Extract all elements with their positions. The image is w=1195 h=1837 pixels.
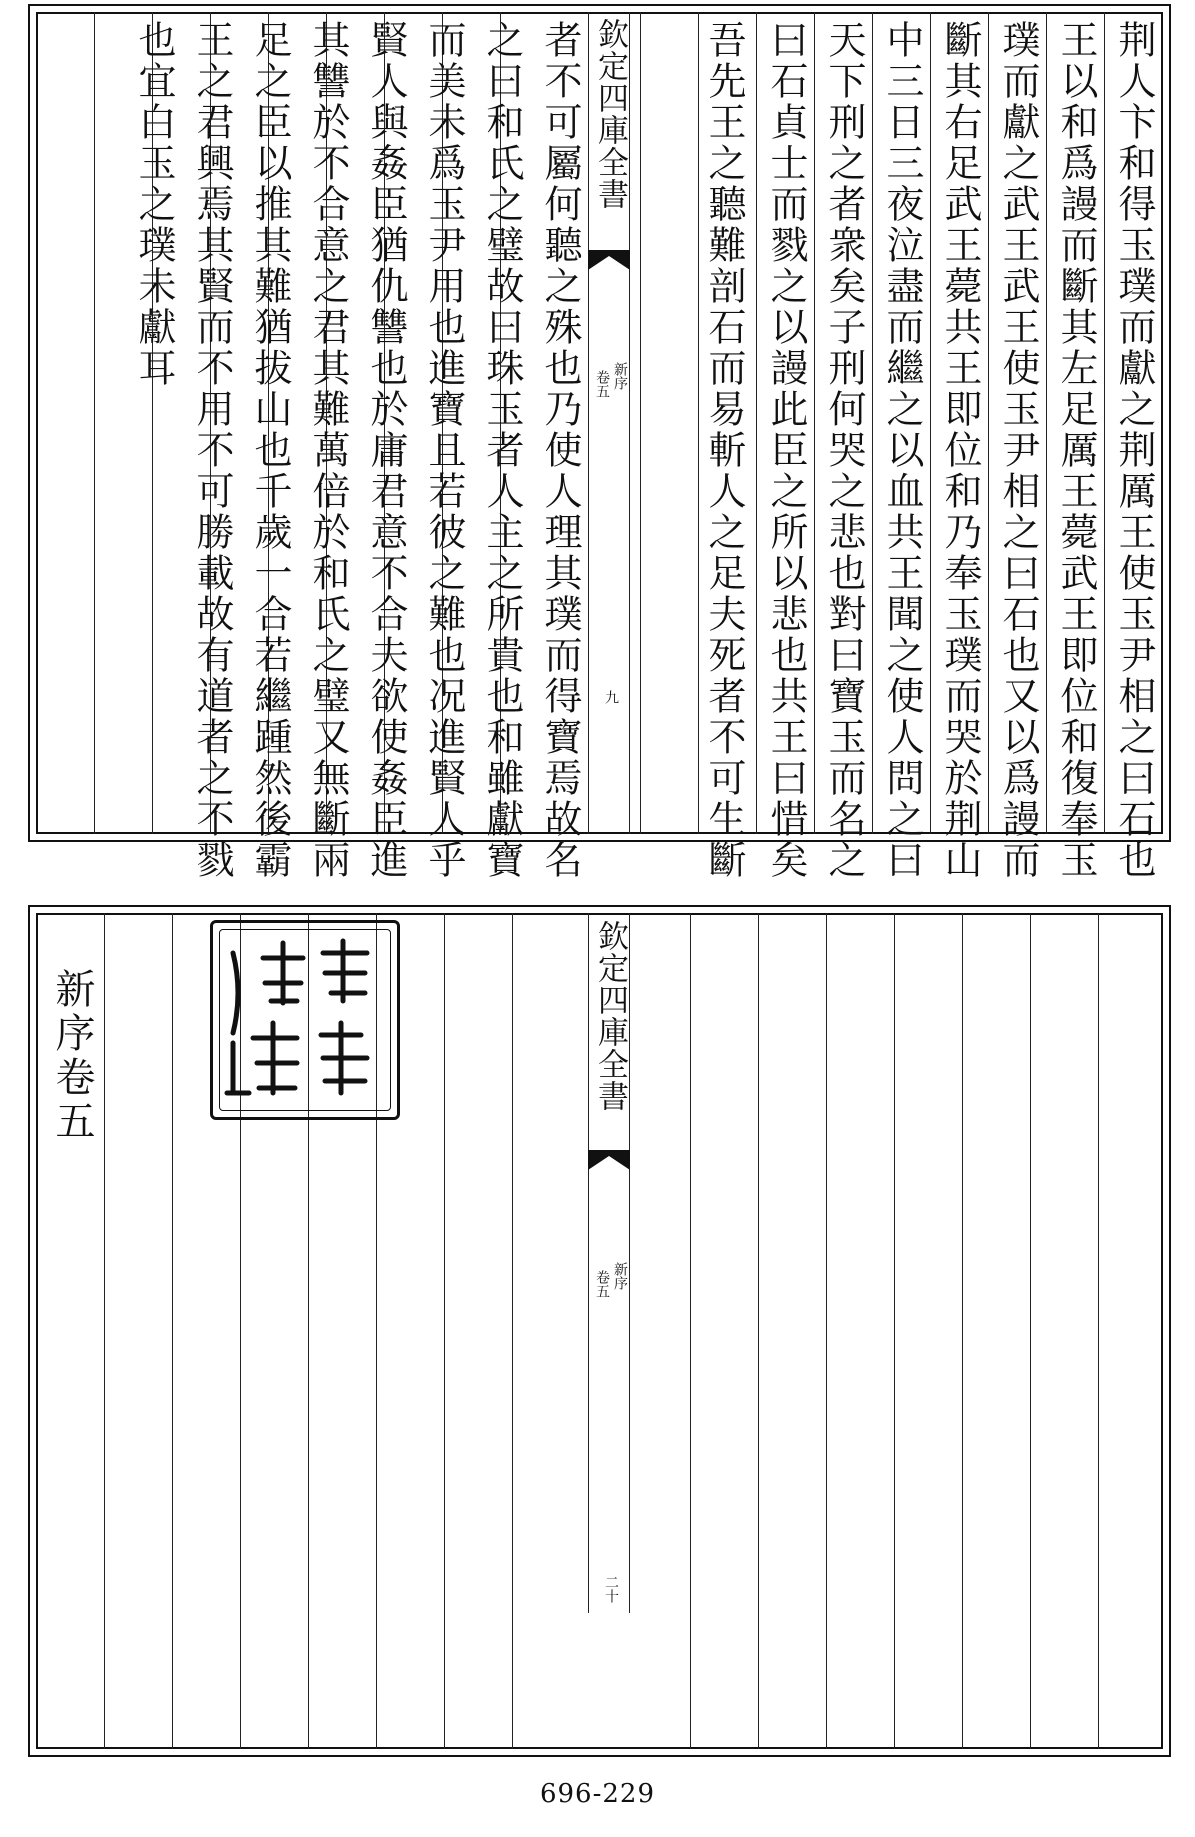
text-column-6: 天下刑之者衆矣子刑何哭之悲也對曰寶玉而名之: [822, 20, 866, 881]
column-rule: [698, 12, 699, 834]
top-center-title: 欽定四庫全書: [592, 18, 628, 210]
top-center-book: 新序: [612, 362, 628, 390]
text-column-9: 者不可屬何聽之殊也乃使人理其璞而得寶焉故名: [538, 20, 582, 881]
text-column-3: 璞而獻之武王武王使玉尹相之曰石也又以爲謾而: [996, 20, 1040, 881]
column-rule: [1046, 12, 1047, 834]
text-column-5: 中三日三夜泣盡而繼之以血共王聞之使人問之曰: [880, 20, 924, 881]
top-fishtail-mark: [588, 250, 630, 270]
column-rule: [756, 12, 757, 834]
column-rule: [814, 12, 815, 834]
bottom-fishtail-mark: [588, 1150, 630, 1170]
text-column-12: 賢人與姦臣猶仇讐也於庸君意不合夫欲使姦臣進: [364, 20, 408, 881]
volume-end-label: 新序卷五: [49, 968, 95, 1144]
footer-page-number: 696-229: [539, 1779, 656, 1809]
column-rule: [1098, 913, 1099, 1749]
column-rule: [1104, 12, 1105, 834]
column-rule: [640, 12, 641, 834]
column-rule: [962, 913, 963, 1749]
bottom-center-book: 新序: [612, 1262, 628, 1290]
text-column-8: 吾先王之聽難剖石而易斬人之足夫死者不可生斷: [702, 20, 746, 881]
text-column-11: 而美未爲玉尹用也進寶且若彼之難也况進賢人乎: [422, 20, 466, 881]
column-rule: [872, 12, 873, 834]
bottom-center-page: 二十: [603, 1575, 619, 1603]
text-column-1: 荆人卞和得玉璞而獻之荆厲王使玉尹相之曰石也: [1112, 20, 1156, 881]
text-column-16: 也宜白玉之璞未獻耳: [132, 20, 176, 389]
top-center-volume: 卷五: [594, 370, 610, 398]
column-rule: [104, 913, 105, 1749]
column-rule: [512, 913, 513, 1749]
column-rule: [826, 913, 827, 1749]
seal-glyph-strokes: [213, 923, 397, 1117]
bottom-center-volume: 卷五: [594, 1270, 610, 1298]
text-column-14: 足之臣以推其難猶拔山也千歲一合若繼踵然後霸: [248, 20, 292, 881]
text-column-10: 之曰和氏之璧故曰珠玉者人主之所貴也和雖獻寶: [480, 20, 524, 881]
text-column-15: 王之君興焉其賢而不用不可勝載故有道者之不戮: [190, 20, 234, 881]
top-center-page: 九: [603, 690, 619, 704]
text-column-13: 其讐於不合意之君其難萬倍於和氏之璧又無斷兩: [306, 20, 350, 881]
column-rule: [172, 913, 173, 1749]
text-column-4: 斷其右足武王薨共王即位和乃奉玉璞而哭於荆山: [938, 20, 982, 881]
text-column-2: 王以和爲謾而斷其左足厲王薨武王即位和復奉玉: [1054, 20, 1098, 881]
column-rule: [444, 913, 445, 1749]
column-rule: [94, 12, 95, 834]
column-rule: [930, 12, 931, 834]
column-rule: [690, 913, 691, 1749]
column-rule: [894, 913, 895, 1749]
column-rule: [988, 12, 989, 834]
bottom-center-title: 欽定四庫全書: [592, 920, 628, 1112]
text-column-7: 曰石貞士而戮之以謾此臣之所以悲也共王曰惜矣: [764, 20, 808, 881]
column-rule: [1030, 913, 1031, 1749]
imperial-seal: [210, 920, 400, 1120]
column-rule: [758, 913, 759, 1749]
